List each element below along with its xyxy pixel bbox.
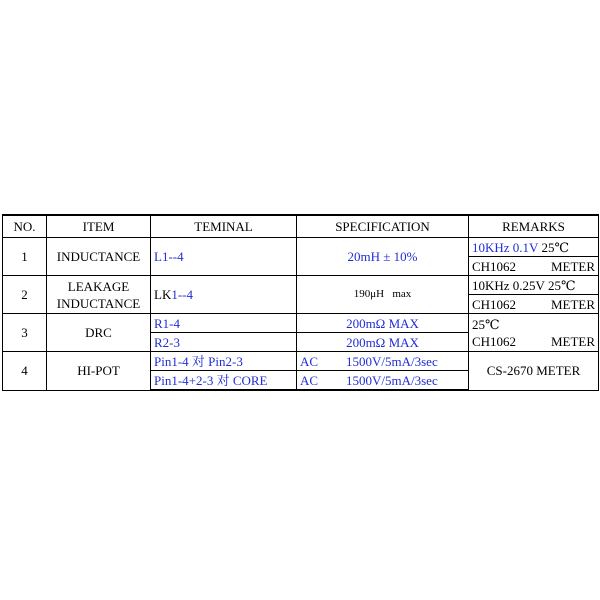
row3-terminal-2: R2-3 [151,333,297,352]
row2-terminal-prefix: LK [154,287,172,302]
row1-remarks-meter: METER [550,258,595,274]
row2-terminal-suffix: 1--4 [171,287,194,302]
row2-remarks-meter: METER [550,296,595,312]
row2-item-line2: INDUCTANCE [56,295,141,311]
row3-remarks-model: CH1062 [472,333,517,349]
row3-remarks-temp: 25℃ [472,316,500,332]
row4-terminal-2: Pin1-4+2-3 对 CORE [151,371,297,391]
spec-table [2,214,599,391]
row4-spec-2 [297,371,469,391]
row3-terminal-1: R1-4 [151,314,297,333]
row1-remarks-temp: 25℃ [541,239,569,255]
row1-terminal: L1--4 [151,238,297,276]
row2-item [47,276,151,314]
row2-terminal [151,276,297,314]
row1-remarks-model: CH1062 [472,258,517,274]
row2-remarks-model: CH1062 [472,296,517,312]
row1-spec: 20mH ± 10% [297,238,469,276]
header-terminal: TEMINAL [151,215,297,238]
row1-remarks-line2 [469,257,599,276]
row4-no: 4 [3,352,47,391]
row4-spec-1-value: 1500V/5mA/3sec [346,353,438,369]
row3-spec-1: 200mΩ MAX [297,314,469,333]
row3-remarks [469,314,599,352]
spec-table-wrapper [2,214,598,391]
row2-item-line1: LEAKAGE [67,278,130,294]
table-row [3,238,599,257]
row2-spec-max: max [392,288,412,300]
row4-remarks: CS-2670 METER [469,352,599,391]
row4-terminal-1: Pin1-4 对 Pin2-3 [151,352,297,371]
header-no: NO. [3,215,47,238]
row4-item: HI-POT [47,352,151,391]
table-row [3,314,599,333]
row1-remarks-line1 [469,238,599,257]
row4-spec-2-ac: AC [300,372,319,388]
row2-spec [297,276,469,314]
table-row [3,352,599,371]
header-specification: SPECIFICATION [297,215,469,238]
row4-spec-1-ac: AC [300,353,319,369]
header-item: ITEM [47,215,151,238]
row1-no: 1 [3,238,47,276]
row2-no: 2 [3,276,47,314]
header-row [3,215,599,238]
header-remarks: REMARKS [469,215,599,238]
row4-spec-1 [297,352,469,371]
row3-no: 3 [3,314,47,352]
row3-item: DRC [47,314,151,352]
row2-remarks-line2 [469,295,599,314]
row2-spec-value: 190μH [353,288,385,300]
row3-spec-2: 200mΩ MAX [297,333,469,352]
row3-remarks-meter: METER [550,333,595,349]
row1-item: INDUCTANCE [47,238,151,276]
row2-remarks-line1: 10KHz 0.25V 25℃ [469,276,599,295]
row1-remarks-freq: 10KHz 0.1V [472,239,539,255]
table-row [3,276,599,295]
row4-spec-2-value: 1500V/5mA/3sec [346,372,438,388]
